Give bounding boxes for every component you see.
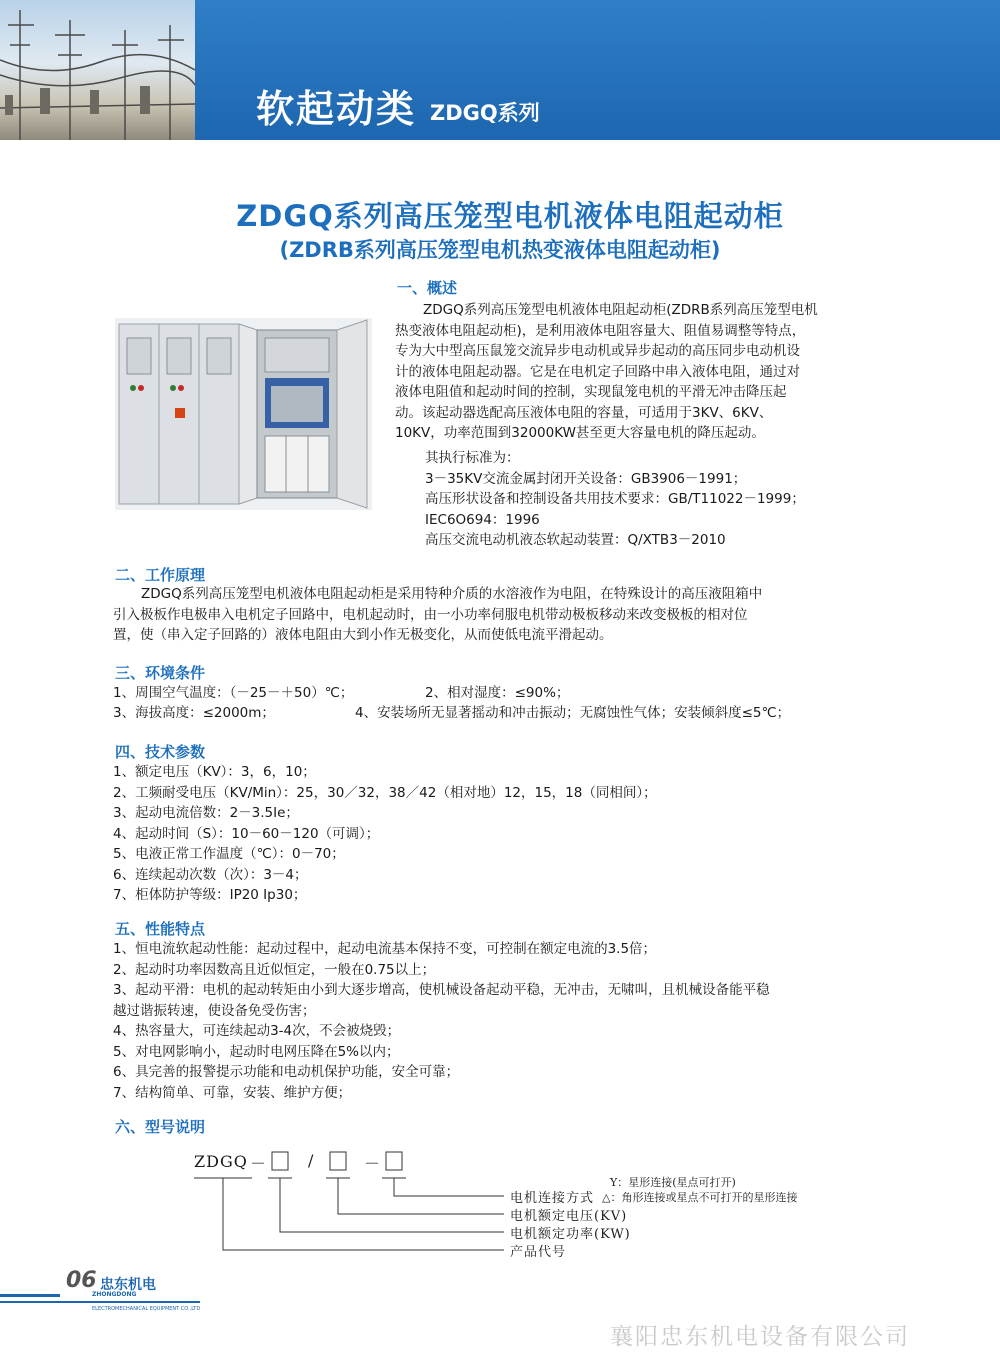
logo-text: 忠东机电 [100, 1277, 156, 1293]
standards-intro: 其执行标准为： [425, 450, 520, 466]
principle-line: 引入极板作电极串入电机定子回路中，电机起动时，由一小功率伺服电机带动极板移动来改变极板的相对位 [113, 606, 748, 623]
standards-list [425, 448, 805, 551]
environment-item: 1、周围空气温度：（－25－＋50）℃； [113, 685, 354, 701]
model-code-diagram [190, 1148, 840, 1268]
technical-item: 5、电液正常工作温度（℃）：0－70； [113, 846, 345, 862]
technical-item: 2、工频耐受电压（KV/Min）：25，30／32，38／42（相对地）12，15，18（同相间）； [113, 784, 657, 801]
overview-line: 计的液体电阻起动器。它是在电机定子回路中串入液体电阻，通过对 [395, 363, 800, 380]
logo-en-fullname: ELECTROMECHANICAL EQUIPMENT CO.,LTD [92, 1306, 201, 1312]
feature-item: 越过谐振转速，使设备免受伤害； [113, 1002, 316, 1019]
overview-line: 液体电阻值和起动时间的控制，实现鼠笼电机的平滑无冲击降压起 [395, 384, 787, 400]
technical-item: 4、起动时间（S）：10－60－120（可调）； [113, 825, 380, 842]
section-heading-features: 五、性能特点 [115, 920, 206, 938]
section-heading-environment: 三、环境条件 [115, 664, 206, 682]
model-code-dash: － [250, 1154, 267, 1173]
standard-item: 3－35KV交流金属封闭开关设备：GB3906－1991； [425, 470, 747, 487]
feature-item: 1、恒电流软起动性能：起动过程中，起动电流基本保持不变，可控制在额定电流的3.5倍； [113, 941, 657, 957]
feature-item: 5、对电网影响小，起动时电网压降在5%以内； [113, 1043, 400, 1060]
feature-item: 2、起动时功率因数高且近似恒定，一般在0.75以上； [113, 961, 436, 978]
product-photo [115, 318, 372, 510]
logo-en-name: ZHONGDONG [92, 1291, 137, 1298]
product-subtitle: (ZDRB系列高压笼型电机热变液体电阻起动柜) [279, 238, 721, 262]
category-subtitle: ZDGQ系列 [430, 101, 540, 125]
overview-line: 热变液体电阻起动柜)，是利用液体电阻容量大、阻值易调整等特点， [395, 322, 806, 339]
section-heading-model: 六、型号说明 [115, 1118, 206, 1136]
overview-line: ZDGQ系列高压笼型电机液体电阻起动柜(ZDRB系列高压笼型电机 [423, 302, 818, 318]
product-title: ZDGQ系列高压笼型电机液体电阻起动柜 [236, 199, 784, 233]
feature-item: 3、起动平滑：电机的起动转矩由小到大逐步增高，使机械设备起动平稳，无冲击，无啸叫，且机械设备能平稳 [113, 982, 770, 998]
features-list [113, 939, 770, 1103]
section-heading-principle: 二、工作原理 [115, 566, 206, 584]
label-product: 产品代号 [510, 1245, 567, 1260]
header-substation-photo [0, 0, 195, 140]
page-number: 06 [66, 1268, 97, 1293]
technical-item: 7、柜体防护等级：IP20 Ip30； [113, 887, 307, 903]
overview-line: 专为大中型高压鼠笼交流异步电动机或异步起动的高压同步电动机设 [395, 343, 800, 359]
overview-line: 动。该起动器选配高压液体电阻的容量，可适用于3KV、6KV、 [395, 404, 773, 421]
feature-item: 4、热容量大，可连续起动3-4次，不会被烧毁； [113, 1023, 401, 1039]
technical-item: 3、起动电流倍数：2－3.5Ie； [113, 805, 299, 821]
standard-item: 高压交流电动机液态软起动装置：Q/XTB3－2010 [425, 532, 726, 548]
environment-item: 2、相对湿度：≤90%； [425, 685, 570, 701]
overview-line: 10KV，功率范围到32000KW甚至更大容量电机的降压起动。 [395, 425, 765, 441]
standard-item: 高压形状设备和控制设备共用技术要求：GB/T11022－1999； [425, 491, 805, 507]
standard-item: IEC6O694：1996 [425, 511, 540, 528]
category-title: 软起动类 [256, 87, 417, 131]
label-voltage: 电机额定电压(KV) [510, 1209, 628, 1224]
feature-item: 7、结构简单、可靠，安装、维护方便； [113, 1084, 352, 1101]
section-heading-technical: 四、技术参数 [115, 743, 206, 761]
connection-option-delta: △：角形连接或星点不可打开的星形连接 [602, 1191, 798, 1204]
principle-line: 置，使（串入定子回路的）液体电阻由大到小作无极变化，从而使低电流平滑起动。 [113, 627, 613, 643]
technical-item: 6、连续起动次数（次）：3－4； [113, 866, 308, 883]
label-power: 电机额定功率(KW) [510, 1227, 631, 1242]
footer-logo [0, 1268, 300, 1318]
label-connection: 电机连接方式 [510, 1191, 595, 1206]
section-heading-overview: 一、概述 [397, 279, 458, 297]
environment-item: 4、安装场所无显著摇动和冲击振动；无腐蚀性气体；安装倾斜度≤5℃； [355, 705, 791, 721]
substation-image [0, 0, 195, 140]
principle-paragraph [113, 584, 762, 646]
principle-line: ZDGQ系列高压笼型电机液体电阻起动柜是采用特种介质的水溶液作为电阻，在特殊设计的高压液阻箱中 [141, 586, 763, 602]
feature-item: 6、具完善的报警提示功能和电动机保护功能，安全可靠； [113, 1064, 460, 1080]
overview-paragraph [395, 300, 818, 444]
model-code-slash: / [308, 1151, 314, 1170]
model-code-prefix: ZDGQ [194, 1152, 248, 1171]
environment-item: 3、海拔高度：≤2000m； [113, 705, 275, 721]
company-name: 襄阳忠东机电设备有限公司 [610, 1324, 910, 1350]
model-code-dash: － [364, 1154, 381, 1173]
technical-list [113, 762, 657, 906]
technical-item: 1、额定电压（KV）：3，6，10； [113, 764, 316, 780]
connection-option-star: Y：星形连接(星点可打开) [610, 1176, 736, 1189]
